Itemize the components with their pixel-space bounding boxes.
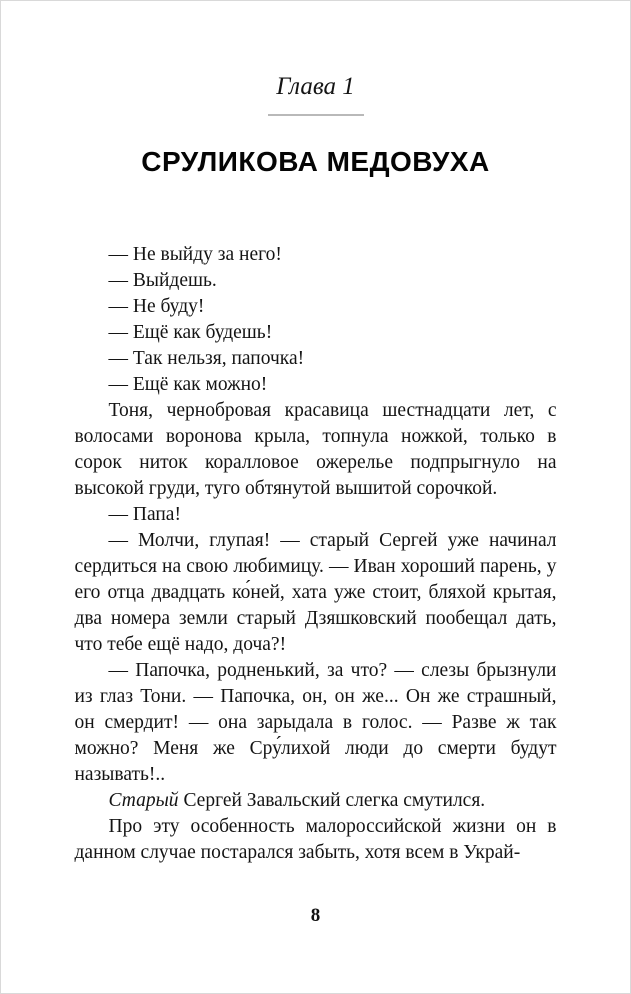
body-text xyxy=(75,242,557,866)
paragraph: Тоня, чернобровая красавица шестнадцати лет, с волосами воронова крыла, топнула ножкой, только в сорок ниток коралловое ожерелье подпрыгнуло на высокой груди, туго обтянутой вышитой сорочкой. xyxy=(74,400,557,499)
paragraph: Про эту особенность малороссийской жизни он в данном случае постарался забыть, хотя всем в Украй- xyxy=(74,816,557,863)
dialogue-line: — Ещё как будешь! xyxy=(108,322,273,343)
italic-lead-word: Старый xyxy=(108,790,179,811)
dialogue-line: — Выйдешь. xyxy=(108,270,217,291)
dialogue-line: — Папа! xyxy=(108,504,181,525)
dialogue-line: — Папочка, родненький, за что? — слезы брызнули из глаз Тони. — Папочка, он, он же... Он же страшный, он смердит! — она зарыдала в голос. — Разве ж так можно? Меня же Сру́лихой люди до смерти будут называть!.. xyxy=(74,660,557,785)
dialogue-line: — Не буду! xyxy=(108,296,205,317)
chapter-divider xyxy=(268,114,364,116)
dialogue-line: — Так нельзя, папочка! xyxy=(108,348,305,369)
dialogue-line: — Не выйду за него! xyxy=(108,244,282,265)
dialogue-line: — Молчи, глупая! — старый Сергей уже начинал сердиться на свою любимицу. — Иван хороший парень, у его отца двадцать ко́ней, хата уже стоит, бляхой крытая, два номера земли старый Дзяшковский пообещал дать, что тебе ещё надо, доча?! xyxy=(74,530,557,655)
chapter-label: Глава 1 xyxy=(276,73,355,100)
chapter-title: СРУЛИКОВА МЕДОВУХА xyxy=(141,146,490,177)
paragraph-rest: Сергей Завальский слегка смутился. xyxy=(178,790,486,811)
page-number: 8 xyxy=(310,905,321,926)
dialogue-line: — Ещё как можно! xyxy=(108,374,268,395)
paragraph xyxy=(75,788,557,814)
